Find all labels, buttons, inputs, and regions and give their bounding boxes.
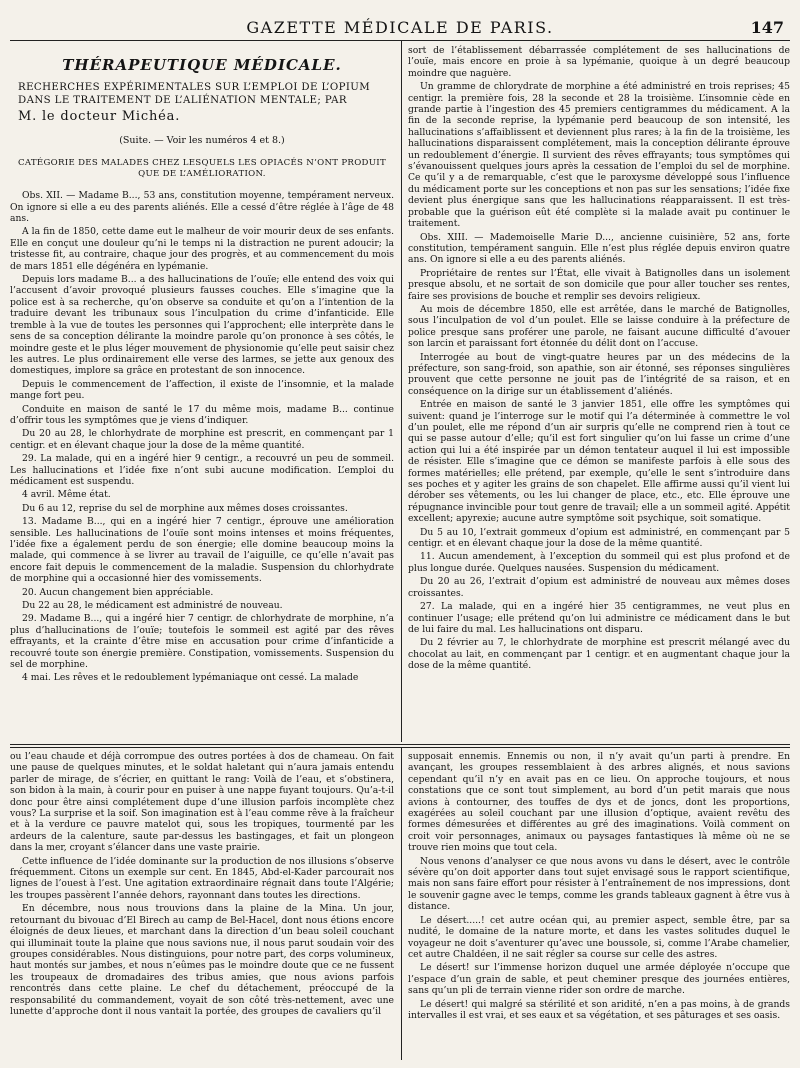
feuilleton-left-text xyxy=(10,751,394,1017)
paragraph: sort de l’établissement débarrassée complétement de ses hallucinations de l’ouïe, mais encore en proie à sa lypémanie, quoique à un degré beaucoup moindre que naguère. xyxy=(408,45,790,79)
column-divider xyxy=(401,41,402,742)
paragraph: En décembre, nous nous trouvions dans la plaine de la Mina. Un jour, retournant du bivouac d’El Birech au camp de Bel-Hacel, dont nous étions encore éloignés de deux lieues, et marchant dans la direction d’un beau soleil couchant qui illuminait toute la plaine que nous savions nue, il nous parut soudain voir des groupes considérables. Nous distinguions, pour notre part, des corps volumineux, haut montés sur jambes, et nous n’eûmes pas le moindre doute que ce ne fussent les troupeaux de dromadaires des tribus amies, que nous avions parfois rencontrés dans cette plaine. Le chef du détachement, préoccupé de la responsabilité du commandement, voyait de son côté très-nettement, avec une lunette d’approche dont il nous vantait la portée, des groupes de cavaliers qu’il xyxy=(10,903,394,1017)
article-author: M. le docteur Michéa. xyxy=(18,109,181,125)
paragraph: Depuis le commencement de l’affection, il existe de l’insomnie, et la malade mange fort peu. xyxy=(10,378,394,402)
journal-title: GAZETTE MÉDICALE DE PARIS. xyxy=(246,18,554,37)
page-number: 147 xyxy=(750,18,784,37)
category-heading: CATÉGORIE DES MALADES CHEZ LESQUELS LES OPIACÉS N’ONT PRODUIT QUE DE L’AMÉLIORATION. xyxy=(17,158,386,180)
paragraph: 27. La malade, qui en a ingéré hier 35 centigrammes, ne veut plus en continuer l’usage; elle prétend qu’on lui administre ce médicament dans le but de lui faire du mal. Les hallucinations ont disparu. xyxy=(408,601,790,635)
left-column-text xyxy=(10,190,394,684)
paragraph: Interrogée au bout de vingt-quatre heures par un des médecins de la préfecture, son sang-froid, son apathie, son air étonné, ses réponses singulières prouvent que cette personne ne jouit pas de l’intégrité de sa raison, et en conséquence on la dirige sur un établissement d’aliénés. xyxy=(408,351,790,397)
paragraph: Du 22 au 28, le médicament est administré de nouveau. xyxy=(22,600,283,612)
right-column-text xyxy=(408,45,790,672)
paragraph: Du 6 au 12, reprise du sel de morphine aux mêmes doses croissantes. xyxy=(22,502,348,514)
paragraph: Le désert.....! cet autre océan qui, au premier aspect, semble être, par sa nudité, le domaine de la nature morte, et dans les vastes solitudes duquel le voyageur ne doit s’aventurer qu’avec une boussole, si, comme l’Arabe chamelier, cet autre Chaldéen, il ne sait régler sa course sur celle des astres. xyxy=(408,914,790,960)
article-title: RECHERCHES EXPÉRIMENTALES SUR L’EMPLOI DE L’OPIUM DANS LE TRAITEMENT DE L’ALIÉNATION MENTALE; PAR xyxy=(18,82,371,107)
paragraph: Cette influence de l’idée dominante sur la production de nos illusions s’observe fréquemment. Citons un exemple sur cent. En 1845, Abd-el-Kader parcourait nos lignes de l’ouest à l’est. Une agitation extraordinaire régnait dans toute l’Algérie; les troupes passèrent l’année dehors, rayonnant dans toutes les directions. xyxy=(10,855,394,901)
paragraph: Le désert! sur l’immense horizon duquel une armée déployée n’occupe que l’espace d’un grain de sable, et peut cheminer presque des journées entières, sans qu’un pli de terrain vienne rider son ordre de marche. xyxy=(408,962,790,997)
page-header xyxy=(10,18,790,42)
paragraph: Conduite en maison de santé le 17 du même mois, madame B... continue d’offrir tous les symptômes que je viens d’indiquer. xyxy=(10,403,394,426)
paragraph: Au mois de décembre 1850, elle est arrêtée, dans le marché de Batignolles, sous l’inculpation de vol d’un poulet. Elle se laisse conduire à la préfecture de police presque sans proférer une parole, ne faisant aucune difficulté d’avouer son larcin et paraissant fort étonnée du délit dont on l’accuse. xyxy=(408,303,790,350)
newspaper-page xyxy=(10,0,790,1068)
paragraph: 4 mai. Les rêves et le redoublement lypémaniaque ont cessé. La malade xyxy=(22,672,359,684)
paragraph: Du 2 février au 7, le chlorhydrate de morphine est prescrit mélangé avec du chocolat au lait, en commençant par 1 centigr. et en augmentant chaque jour la dose de la même quantité. xyxy=(408,637,790,672)
paragraph: Propriétaire de rentes sur l’État, elle vivait à Batignolles dans un isolement presque absolu, et ne sortait de son domicile que pour aller toucher ses rentes, faire ses provisions de bouche et remplir ses devoirs religieux. xyxy=(408,267,790,302)
paragraph: Obs. XII. — Madame B..., 53 ans, constitution moyenne, tempérament nerveux. On ignore si elle a eu des parents aliénés. Elle a cessé d’être réglée à l’âge de 48 ans. xyxy=(10,190,394,225)
paragraph: Du 5 au 10, l’extrait gommeux d’opium est administré, en commençant par 5 centigr. et en élevant chaque jour la dose de la même quantité. xyxy=(408,526,790,550)
paragraph: Entrée en maison de santé le 3 janvier 1851, elle offre les symptômes qui suivent: quand je l’interroge sur le motif qui l’a déterminée à commettre le vol d’un poulet, elle me répond d’un air surpris qu’elle ne comprend rien à tout ce qui se passe autour d’elle; qu’il est fort singulier qu’on lui fasse un crime d’une action qui lui a été inspirée par un démon tentateur auquel il lui est impossible de résister. Elle s’imagine que ce démon se manifeste parfois à elle sous des formes matérielles; elle prétend, par exemple, qu’elle le sent s’introduire dans ses poches et y agiter les grains de son chapelet. Elle affirme aussi qu’il vient lui dérober ses vêtements, ou les lui changer de place, etc., etc. Elle éprouve une répugnance invincible pour tout genre de travail; elle a un sommeil agité. Appétit excellent; apyrexie; aucune autre symptôme soit psychique, soit somatique. xyxy=(408,399,790,525)
feuilleton-right-column xyxy=(408,751,790,1061)
feuilleton-rule-bottom xyxy=(10,747,790,748)
continuation-note: (Suite. — Voir les numéros 4 et 8.) xyxy=(119,134,285,146)
section-title: THÉRAPEUTIQUE MÉDICALE. xyxy=(62,56,342,74)
paragraph: A la fin de 1850, cette dame eut le malheur de voir mourir deux de ses enfants. Elle en conçut une douleur qu’ni le temps ni la distraction ne purent adoucir; la tristesse fit, au contraire, chaque jour des progrès, et au commencement du mois de mars 1851 elle dégénéra en lypémanie. xyxy=(10,226,394,272)
feuilleton-right-text xyxy=(408,751,790,1021)
paragraph: 29. Madame B..., qui a ingéré hier 7 centigr. de chlorhydrate de morphine, n’a plus d’hallucinations de l’ouïe; toutefois le sommeil est agité par des rêves effrayants, et la crainte d’être mise en accusation pour crime d’infanticide a recouvré toute son énergie première. Constipation, vomissements. Suspension du sel de morphine. xyxy=(10,613,394,671)
paragraph: ou l’eau chaude et déjà corrompue des outres portées à dos de chameau. On fait une pause de quelques minutes, et le soldat haletant qui n’aura jamais entendu parler de mirage, de s’écrier, en quittant le rang: Voilà de l’eau, et s’obstinera, son bidon à la main, à courir pour en puiser à une nappe fuyant toujours. Qu’a-t-il donc pour être ainsi complétement dupe d’une illusion parfois incomplète chez vous? La surprise et la soif. Son imagination est à l’eau comme rêve à la fraîcheur et à la verdure ce pauvre matelot qui, sous les tropiques, tourmenté par les ardeurs de la calenture, saute par-dessus les bastingages, et fait un plongeon dans la mer, croyant s’élancer dans une vaste prairie. xyxy=(10,751,394,854)
left-column xyxy=(10,44,394,742)
right-column xyxy=(408,45,790,742)
paragraph: supposait ennemis. Ennemis ou non, il n’y avait qu’un parti à prendre. En avançant, les groupes ressemblaient à des arbres alignés, et nous savions cependant qu’il n’y en avait pas en ce lieu. On approche toujours, et nous constations que ce sont tout simplement, au bord d’un petit marais que nous avions à contourner, des touffes de dys et de joncs, dont les proportions, exagérées au soleil couchant par une illusion d’optique, avaient revêtu des formes démesurées et différentes au gré des imaginations. Voilà comment on croit voir personnages, animaux ou paysages fantastiques là même où ne se trouve rien moins que tout cela. xyxy=(408,751,790,854)
paragraph: 13. Madame B..., qui en a ingéré hier 7 centigr., éprouve une amélioration sensible. Les hallucinations de l’ouïe sont moins intenses et moins fréquentes, l’idée fixe a également perdu de son énergie; elle domine beaucoup moins la malade, qui commence à se livrer au travail de l’aiguille, ce qu’elle n’avait pas encore fait depuis le commencement de la maladie. Suspension du chlorhydrate de morphine qui a occasionné hier des vomissements. xyxy=(10,516,394,585)
paragraph: Un gramme de chlorydrate de morphine a été administré en trois reprises; 45 centigr. la première fois, 28 la seconde et 28 la troisième. L’insomnie cède en grande partie à l’ingestion des 45 premiers centigrammes du médicament. A la fin de la seconde reprise, la lypémanie perd beaucoup de son intensité, les hallucinations s’affaiblissent et deviennent plus rares; à la fin de la troisième, les hallucinations disparaissent complétement, mais la conception délirante éprouve un redoublement d’énergie. Il survient des rêves effrayants; tous symptômes qui s’évanouissent quelques jours après la cessation de l’emploi du sel de morphine. Ce qu’il y a de remarquable, c’est que le paroxysme développé sous l’influence du médicament porte sur les conceptions et non pas sur les sensations; l’idée fixe devient plus énergique sans que les hallucinations réapparaissent. Il est très-probable que la guérison eût été complète si la malade avait pu continuer le traitement. xyxy=(408,81,790,230)
header-rule xyxy=(10,40,790,41)
paragraph: 11. Aucun amendement, à l’exception du sommeil qui est plus profond et de plus longue durée. Quelques nausées. Suspension du médicament. xyxy=(408,551,790,574)
paragraph: 20. Aucun changement bien appréciable. xyxy=(22,586,214,598)
paragraph: Le désert! qui malgré sa stérilité et son aridité, n’en a pas moins, à de grands intervalles il est vrai, et ses eaux et sa végétation, et ses pâturages et ses oasis. xyxy=(408,998,790,1021)
paragraph: Nous venons d’analyser ce que nous avons vu dans le désert, avec le contrôle sévère qu’on doit apporter dans tout sujet envisagé sous le rapport scientifique, mais non sans faire effort pour résister à l’entraînement de nos impressions, dont le souvenir gagne avec le temps, comme les grands tableaux gagnent à être vus à distance. xyxy=(408,855,790,913)
feuilleton-divider xyxy=(401,748,402,1060)
paragraph: Du 20 au 28, le chlorhydrate de morphine est prescrit, en commençant par 1 centigr. et en élevant chaque jour la dose de la même quantité. xyxy=(10,428,394,451)
feuilleton-left-column xyxy=(10,751,394,1061)
paragraph: Obs. XIII. — Mademoiselle Marie D..., ancienne cuisinière, 52 ans, forte constitution, tempérament sanguin. Elle n’est plus réglée depuis environ quatre ans. On ignore si elle a eu des parents aliénés. xyxy=(408,231,790,266)
paragraph: Du 20 au 26, l’extrait d’opium est administré de nouveau aux mêmes doses croissantes. xyxy=(408,576,790,599)
feuilleton-rule-top xyxy=(10,744,790,745)
paragraph: 4 avril. Même état. xyxy=(22,489,111,501)
paragraph: Depuis lors madame B... a des hallucinations de l’ouïe; elle entend des voix qui l’accusent d’avoir provoqué plusieurs fausses couches. Elle s’imagine que la police est à sa recherche, qu’on observe sa conduite et qu’on a l’intention de la traduire devant les tribunaux sous l’inculpation du crime d’infanticide. Elle tremble à la vue de toutes les personnes qui l’approchent; elle interprète dans le sens de sa conception délirante la moindre parole qu’on prononce à ses côtés, le moindre geste et le plus léger mouvement de physionomie qu’elle peut saisir chez les autres. Le plus ordinairement elle verse des larmes, se jette aux genoux des domestiques, implore sa grâce en protestant de son innocence. xyxy=(10,274,394,377)
paragraph: 29. La malade, qui en a ingéré hier 9 centigr., a recouvré un peu de sommeil. Les hallucinations et l’idée fixe n’ont subi aucune modification. L’emploi du médicament est suspendu. xyxy=(10,453,394,487)
